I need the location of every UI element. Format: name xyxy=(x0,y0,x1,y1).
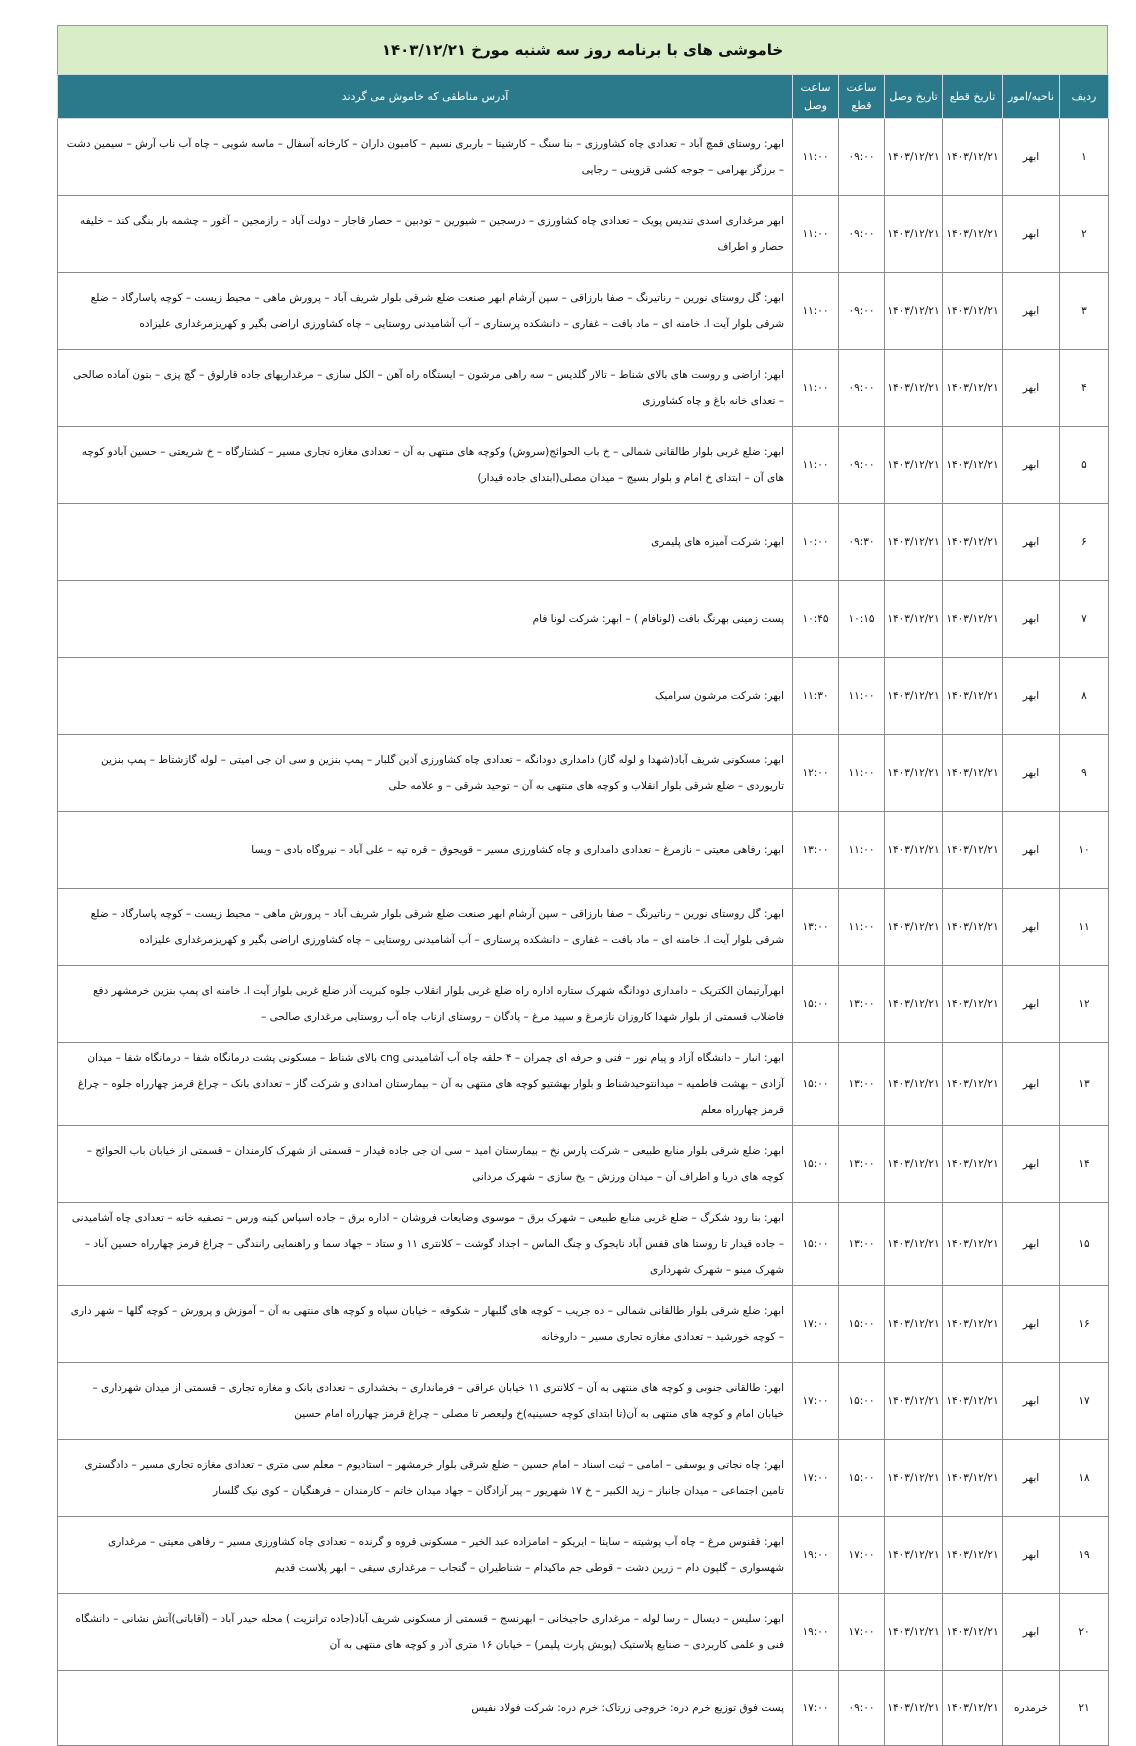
area-cell: ابهر xyxy=(1003,1517,1060,1594)
address-cell: ابهر: ضلع غربی بلوار طالقانی شمالی – خ باب الحوائج(سروش) وکوچه های منتهی به آن – تعدادی مغازه تجاری مسیر – کشتارگاه – خ شریعتی – حسین آبادو کوچه های آن – ابتدای خ امام و بلوار بسیج – میدان مصلی(ابتدای جاده قیدار) xyxy=(58,427,793,504)
connect-date-cell: ۱۴۰۳/۱۲/۲۱ xyxy=(885,1594,943,1671)
area-cell: ابهر xyxy=(1003,966,1060,1043)
cut-date-cell: ۱۴۰۳/۱۲/۲۱ xyxy=(943,966,1003,1043)
connect-time-cell: ۱۰:۰۰ xyxy=(793,504,839,581)
area-cell: ابهر xyxy=(1003,1440,1060,1517)
area-cell: ابهر xyxy=(1003,1363,1060,1440)
table-row xyxy=(58,1126,1109,1203)
address-cell: ابهر: طالقانی جنوبی و کوچه های منتهی به آن – کلانتری ۱۱ خیابان عراقی – فرمانداری – بخشداری – تعدادی بانک و مغازه تجاری – قسمتی از میدان شهرداری – خیابان امام و کوچه های منتهی به آن(تا ابتدای کوچه حسینیه)خ ولیعصر تا مصلی – چراغ قرمز چهارراه امام حسین xyxy=(58,1363,793,1440)
row-number-cell: ۷ xyxy=(1060,581,1109,658)
address-cell: ابهرآرتیمان الکتریک – دامداری دودانگه شهرک ستاره اداره راه ضلع غربی بلوار انقلاب جلوه کبریت آذر ضلع غربی بلوار آیت ا. خامنه ای پمپ بنزین خرمشهر دفع فاضلاب قسمتی از بلوار شهدا کاروزان نازمرغ و سپید مرغ – پادگان – روستای ازناب چاه آب روستایی مرغداری صالحی – xyxy=(58,966,793,1043)
connect-time-cell: ۱۷:۰۰ xyxy=(793,1363,839,1440)
area-cell: ابهر xyxy=(1003,273,1060,350)
table-row xyxy=(58,1594,1109,1671)
address-cell: ابهر: شرکت آمیزه های پلیمری xyxy=(58,504,793,581)
cut-date-cell: ۱۴۰۳/۱۲/۲۱ xyxy=(943,889,1003,966)
address-cell: ابهر: گل روستای نورین – رناتیرنگ – صفا بارزاقی – سپن آرشام ابهر صنعت ضلع شرقی بلوار شریف آباد – پرورش ماهی – محیط زیست – کوچه پاسارگاد – ضلع شرقی بلوار آیت ا. خامنه ای – ماد بافت – غفاری – دانشکده پرستاری – آب آشامیدنی روستایی – چاه کشاورزی اراضی بگیر و کهریزمرغداری علیزاده xyxy=(58,273,793,350)
connect-time-cell: ۱۹:۰۰ xyxy=(793,1517,839,1594)
cut-date-cell: ۱۴۰۳/۱۲/۲۱ xyxy=(943,1671,1003,1746)
cut-time-cell: ۱۱:۰۰ xyxy=(839,658,885,735)
address-cell: ابهر: بنا رود شکرگ – ضلع غربی منابع طبیعی – شهرک برق – موسوی وضایعات فروشان – اداره برق – جاده اسپاس کینه ورس – تصفیه خانه – تعدادی چاه آشامیدنی – جاده قیدار تا روستا های قفس آباد نایجوک و چنگ الماس – اجداد گوشت – کلانتری ۱۱ و ستاد – جهاد سما و راهنمایی رانندگی – چراغ قرمز چهارراه حسین آباد – شهرک مینو – شهرک شهرداری xyxy=(58,1203,793,1286)
table-row xyxy=(58,1440,1109,1517)
connect-date-cell: ۱۴۰۳/۱۲/۲۱ xyxy=(885,273,943,350)
table-row xyxy=(58,735,1109,812)
row-number-cell: ۱۲ xyxy=(1060,966,1109,1043)
row-number-cell: ۶ xyxy=(1060,504,1109,581)
connect-date-cell: ۱۴۰۳/۱۲/۲۱ xyxy=(885,350,943,427)
cut-date-cell: ۱۴۰۳/۱۲/۲۱ xyxy=(943,1043,1003,1126)
row-number-cell: ۱۳ xyxy=(1060,1043,1109,1126)
cut-date-cell: ۱۴۰۳/۱۲/۲۱ xyxy=(943,1363,1003,1440)
address-cell: ابهر: ققنوس مرغ – چاه آب پوشیته – ساینا – ایریکو – امامزاده عبد الخیر – مسکونی قروه و گرنده – تعدادی چاه کشاورزی مسیر – رفاهی معیتی – مرغداری شهسواری – گلپون دام – زرین دشت – قوطی جم ماکیدام – شناطیران – گنجاب – مرغداری سیفی – ابهر پلاست قدیم xyxy=(58,1517,793,1594)
cut-date-cell: ۱۴۰۳/۱۲/۲۱ xyxy=(943,196,1003,273)
cut-time-cell: ۰۹:۰۰ xyxy=(839,427,885,504)
cut-time-cell: ۱۳:۰۰ xyxy=(839,966,885,1043)
area-cell: ابهر xyxy=(1003,1043,1060,1126)
cut-time-cell: ۰۹:۰۰ xyxy=(839,196,885,273)
connect-time-cell: ۱۱:۰۰ xyxy=(793,273,839,350)
address-cell: ابهر: سلیس – دیسال – رسا لوله – مرغداری حاجیخانی – ابهرنسج – قسمتی از مسکونی شریف آباد(جاده ترانزیت ) محله حیدر آباد – (آقاباتی)آتش نشانی – دانشگاه فنی و علمی کاربردی – صنایع پلاستیک (پوبش پارت پلیمر) – خیابان ۱۶ متری آذر و کوچه های منتهی به آن xyxy=(58,1594,793,1671)
row-number-cell: ۵ xyxy=(1060,427,1109,504)
connect-time-cell: ۱۷:۰۰ xyxy=(793,1671,839,1746)
area-cell: ابهر xyxy=(1003,196,1060,273)
address-cell: ابهر: اراضی و روست های بالای شناط – تالار گلدیس – سه راهی مرشون – ایستگاه راه آهن – الکل سازی – مرغداریهای جاده قارلوق – گچ پزی – بتون آماده صالحی – تعدای خانه باغ و چاه کشاورزی xyxy=(58,350,793,427)
outage-sheet xyxy=(57,25,1108,1746)
connect-date-cell: ۱۴۰۳/۱۲/۲۱ xyxy=(885,1671,943,1746)
connect-time-cell: ۱۳:۰۰ xyxy=(793,812,839,889)
connect-date-cell: ۱۴۰۳/۱۲/۲۱ xyxy=(885,1286,943,1363)
row-number-cell: ۱ xyxy=(1060,119,1109,196)
header-connect-date: تاریخ وصل xyxy=(885,75,943,119)
connect-date-cell: ۱۴۰۳/۱۲/۲۱ xyxy=(885,658,943,735)
cut-time-cell: ۱۷:۰۰ xyxy=(839,1517,885,1594)
connect-date-cell: ۱۴۰۳/۱۲/۲۱ xyxy=(885,1517,943,1594)
cut-time-cell: ۱۳:۰۰ xyxy=(839,1126,885,1203)
cut-time-cell: ۱۱:۰۰ xyxy=(839,735,885,812)
cut-time-cell: ۱۳:۰۰ xyxy=(839,1043,885,1126)
cut-date-cell: ۱۴۰۳/۱۲/۲۱ xyxy=(943,1286,1003,1363)
page-title: خاموشی های با برنامه روز سه شنبه مورخ ۱۴۰۳/۱۲/۲۱ xyxy=(57,25,1108,74)
connect-date-cell: ۱۴۰۳/۱۲/۲۱ xyxy=(885,119,943,196)
cut-date-cell: ۱۴۰۳/۱۲/۲۱ xyxy=(943,1517,1003,1594)
connect-date-cell: ۱۴۰۳/۱۲/۲۱ xyxy=(885,966,943,1043)
table-row xyxy=(58,889,1109,966)
cut-time-cell: ۱۷:۰۰ xyxy=(839,1594,885,1671)
address-cell: ابهر: روستای قمچ آباد – تعدادی چاه کشاورزی – بنا سنگ – کارشیتا – باربری نسیم – کامیون داران – کارخانه آسفال – ماسه شویی – چاه آب ناب آرش – سیمین دشت – برزگز بهرامی – جوجه کشی قزوینی – رجایی xyxy=(58,119,793,196)
address-cell: ابهر مرغداری اسدی تندیس پویک – تعدادی چاه کشاورزی – درسجین – شیورین – تودبین – حصار قاجار – دولت آباد – رازمجین – آغور – چشمه بار بنگی کند – خلیفه حصار و اطراف xyxy=(58,196,793,273)
area-cell: ابهر xyxy=(1003,427,1060,504)
connect-time-cell: ۱۱:۰۰ xyxy=(793,119,839,196)
row-number-cell: ۱۰ xyxy=(1060,812,1109,889)
row-number-cell: ۱۸ xyxy=(1060,1440,1109,1517)
area-cell: ابهر xyxy=(1003,1203,1060,1286)
row-number-cell: ۱۵ xyxy=(1060,1203,1109,1286)
cut-time-cell: ۰۹:۰۰ xyxy=(839,1671,885,1746)
address-cell: ابهر: انبار – دانشگاه آزاد و پیام نور – فنی و حرفه ای چمران – ۴ حلقه چاه آب آشامیدنی cng بالای شناط – مسکونی پشت درمانگاه شفا – درمانگاه شفا – میدان آزادی – بهشت فاطمیه – میدانتوحیدشناط و بلوار بهشتیو کوچه های منتهی به آن – بیمارستان امدادی و شرکت گاز – تعدادی بانک – چراغ قرمز چهارراه جلوه – چراغ قرمز چهارراه معلم xyxy=(58,1043,793,1126)
row-number-cell: ۱۴ xyxy=(1060,1126,1109,1203)
connect-time-cell: ۱۷:۰۰ xyxy=(793,1286,839,1363)
connect-time-cell: ۱۳:۰۰ xyxy=(793,889,839,966)
cut-time-cell: ۰۹:۰۰ xyxy=(839,119,885,196)
cut-time-cell: ۱۵:۰۰ xyxy=(839,1440,885,1517)
connect-time-cell: ۱۷:۰۰ xyxy=(793,1440,839,1517)
connect-time-cell: ۱۵:۰۰ xyxy=(793,1043,839,1126)
row-number-cell: ۲ xyxy=(1060,196,1109,273)
table-row xyxy=(58,119,1109,196)
connect-date-cell: ۱۴۰۳/۱۲/۲۱ xyxy=(885,427,943,504)
table-row xyxy=(58,1363,1109,1440)
cut-date-cell: ۱۴۰۳/۱۲/۲۱ xyxy=(943,735,1003,812)
connect-date-cell: ۱۴۰۳/۱۲/۲۱ xyxy=(885,1440,943,1517)
connect-date-cell: ۱۴۰۳/۱۲/۲۱ xyxy=(885,581,943,658)
cut-time-cell: ۰۹:۳۰ xyxy=(839,504,885,581)
cut-date-cell: ۱۴۰۳/۱۲/۲۱ xyxy=(943,581,1003,658)
row-number-cell: ۲۱ xyxy=(1060,1671,1109,1746)
address-cell: ابهر: ضلع شرقی بلوار منابع طبیعی – شرکت پارس نخ – بیمارستان امید – سی ان جی جاده قیدار – قسمتی از شهرک کارمندان – قسمتی از خیابان باب الحوائج – کوچه های دریا و اطراف آن – میدان ورزش – یخ سازی – شهرک مردانی xyxy=(58,1126,793,1203)
connect-time-cell: ۱۹:۰۰ xyxy=(793,1594,839,1671)
table-row xyxy=(58,427,1109,504)
row-number-cell: ۱۱ xyxy=(1060,889,1109,966)
row-number-cell: ۱۷ xyxy=(1060,1363,1109,1440)
area-cell: ابهر xyxy=(1003,119,1060,196)
table-row xyxy=(58,1043,1109,1126)
table-row xyxy=(58,1517,1109,1594)
area-cell: ابهر xyxy=(1003,1286,1060,1363)
table-row xyxy=(58,812,1109,889)
cut-date-cell: ۱۴۰۳/۱۲/۲۱ xyxy=(943,119,1003,196)
table-row xyxy=(58,966,1109,1043)
cut-date-cell: ۱۴۰۳/۱۲/۲۱ xyxy=(943,1594,1003,1671)
connect-date-cell: ۱۴۰۳/۱۲/۲۱ xyxy=(885,1043,943,1126)
header-area: ناحیه/امور xyxy=(1003,75,1060,119)
address-cell: پست زمینی بهرنگ بافت (لونافام ) – ابهر: شرکت لونا فام xyxy=(58,581,793,658)
table-header-row xyxy=(58,75,1109,119)
table-row xyxy=(58,1671,1109,1746)
connect-time-cell: ۱۱:۰۰ xyxy=(793,350,839,427)
cut-date-cell: ۱۴۰۳/۱۲/۲۱ xyxy=(943,273,1003,350)
row-number-cell: ۸ xyxy=(1060,658,1109,735)
area-cell: ابهر xyxy=(1003,812,1060,889)
cut-time-cell: ۱۳:۰۰ xyxy=(839,1203,885,1286)
row-number-cell: ۱۹ xyxy=(1060,1517,1109,1594)
row-number-cell: ۴ xyxy=(1060,350,1109,427)
area-cell: ابهر xyxy=(1003,581,1060,658)
area-cell: ابهر xyxy=(1003,735,1060,812)
address-cell: ابهر: ضلع شرقی بلوار طالقانی شمالی – ده جریب – کوچه های گلبهار – شکوفه – خیابان سپاه و کوچه های منتهی به آن – آموزش و پرورش – کوچه گلها – شهر داری – کوچه خورشید – تعدادی مغازه تجاری مسیر – داروخانه xyxy=(58,1286,793,1363)
cut-date-cell: ۱۴۰۳/۱۲/۲۱ xyxy=(943,1440,1003,1517)
table-row xyxy=(58,1203,1109,1286)
connect-time-cell: ۱۵:۰۰ xyxy=(793,966,839,1043)
connect-date-cell: ۱۴۰۳/۱۲/۲۱ xyxy=(885,735,943,812)
table-row xyxy=(58,504,1109,581)
area-cell: خرمدره xyxy=(1003,1671,1060,1746)
table-row xyxy=(58,1286,1109,1363)
cut-date-cell: ۱۴۰۳/۱۲/۲۱ xyxy=(943,504,1003,581)
address-cell: ابهر: مسکونی شریف آباد(شهدا و لوله گاز) دامداری دودانگه – تعدادی چاه کشاورزی آذین گلبار – پمپ بنزین و سی ان جی امیتی – لوله گازشتاط – پمپ بنزین تاریوردی – ضلع شرقی بلوار انقلاب و کوچه های منتهی به آن – توحید شرقی – و علامه حلی xyxy=(58,735,793,812)
connect-date-cell: ۱۴۰۳/۱۲/۲۱ xyxy=(885,196,943,273)
connect-time-cell: ۱۵:۰۰ xyxy=(793,1126,839,1203)
row-number-cell: ۲۰ xyxy=(1060,1594,1109,1671)
connect-time-cell: ۱۵:۰۰ xyxy=(793,1203,839,1286)
row-number-cell: ۱۶ xyxy=(1060,1286,1109,1363)
cut-date-cell: ۱۴۰۳/۱۲/۲۱ xyxy=(943,427,1003,504)
row-number-cell: ۳ xyxy=(1060,273,1109,350)
cut-date-cell: ۱۴۰۳/۱۲/۲۱ xyxy=(943,1203,1003,1286)
connect-date-cell: ۱۴۰۳/۱۲/۲۱ xyxy=(885,812,943,889)
cut-date-cell: ۱۴۰۳/۱۲/۲۱ xyxy=(943,1126,1003,1203)
cut-date-cell: ۱۴۰۳/۱۲/۲۱ xyxy=(943,350,1003,427)
connect-date-cell: ۱۴۰۳/۱۲/۲۱ xyxy=(885,1203,943,1286)
table-row xyxy=(58,273,1109,350)
area-cell: ابهر xyxy=(1003,350,1060,427)
connect-time-cell: ۱۱:۳۰ xyxy=(793,658,839,735)
address-cell: ابهر: شرکت مرشون سرامیک xyxy=(58,658,793,735)
table-row xyxy=(58,350,1109,427)
connect-time-cell: ۱۲:۰۰ xyxy=(793,735,839,812)
table-row xyxy=(58,581,1109,658)
area-cell: ابهر xyxy=(1003,889,1060,966)
cut-time-cell: ۱۵:۰۰ xyxy=(839,1363,885,1440)
table-row xyxy=(58,196,1109,273)
outage-table xyxy=(57,74,1109,1746)
connect-date-cell: ۱۴۰۳/۱۲/۲۱ xyxy=(885,1126,943,1203)
connect-date-cell: ۱۴۰۳/۱۲/۲۱ xyxy=(885,1363,943,1440)
address-cell: ابهر: رفاهی معیتی – نازمرغ – تعدادی دامداری و چاه کشاورزی مسیر – قویجوق – قره تپه – علی آباد – نیروگاه بادی – ویسا xyxy=(58,812,793,889)
connect-time-cell: ۱۱:۰۰ xyxy=(793,196,839,273)
address-cell: پست فوق توزیع خرم دره: خروجی زرتاک: خرم دره: شرکت فولاد نفیس xyxy=(58,1671,793,1746)
connect-time-cell: ۱۱:۰۰ xyxy=(793,427,839,504)
table-row xyxy=(58,658,1109,735)
header-cut-time: ساعت قطع xyxy=(839,75,885,119)
cut-date-cell: ۱۴۰۳/۱۲/۲۱ xyxy=(943,812,1003,889)
area-cell: ابهر xyxy=(1003,1126,1060,1203)
cut-time-cell: ۱۰:۱۵ xyxy=(839,581,885,658)
connect-time-cell: ۱۰:۴۵ xyxy=(793,581,839,658)
header-address: آدرس مناطقی که خاموش می گردند xyxy=(58,75,793,119)
header-cut-date: تاریخ قطع xyxy=(943,75,1003,119)
connect-date-cell: ۱۴۰۳/۱۲/۲۱ xyxy=(885,889,943,966)
cut-time-cell: ۰۹:۰۰ xyxy=(839,273,885,350)
row-number-cell: ۹ xyxy=(1060,735,1109,812)
connect-date-cell: ۱۴۰۳/۱۲/۲۱ xyxy=(885,504,943,581)
header-connect-time: ساعت وصل xyxy=(793,75,839,119)
address-cell: ابهر: چاه نجاتی و یوسفی – امامی – ثبت اسناد – امام حسین – ضلع شرقی بلوار خرمشهر – استادیوم – معلم سی متری – تعدادی مغازه تجاری مسیر – دادگستری تامین اجتماعی – میدان جانباز – زید الکبیر – خ ۱۷ شهریور – پیر آزادگان – جهاد میدان خاتم – کارمندان – فرهنگیان – کوی نیک گلسار xyxy=(58,1440,793,1517)
header-row-number: ردیف xyxy=(1060,75,1109,119)
area-cell: ابهر xyxy=(1003,1594,1060,1671)
cut-time-cell: ۱۱:۰۰ xyxy=(839,889,885,966)
area-cell: ابهر xyxy=(1003,504,1060,581)
cut-time-cell: ۱۱:۰۰ xyxy=(839,812,885,889)
cut-date-cell: ۱۴۰۳/۱۲/۲۱ xyxy=(943,658,1003,735)
cut-time-cell: ۰۹:۰۰ xyxy=(839,350,885,427)
address-cell: ابهر: گل روستای نورین – رناتیرنگ – صفا بارزاقی – سپن آرشام ابهر صنعت ضلع شرقی بلوار شریف آباد – پرورش ماهی – محیط زیست – کوچه پاسارگاد – ضلع شرقی بلوار آیت ا. خامنه ای – ماد بافت – غفاری – دانشکده پرستاری – آب آشامیدنی روستایی – چاه کشاورزی اراضی بگیر و کهریزمرغداری علیزاده xyxy=(58,889,793,966)
area-cell: ابهر xyxy=(1003,658,1060,735)
cut-time-cell: ۱۵:۰۰ xyxy=(839,1286,885,1363)
